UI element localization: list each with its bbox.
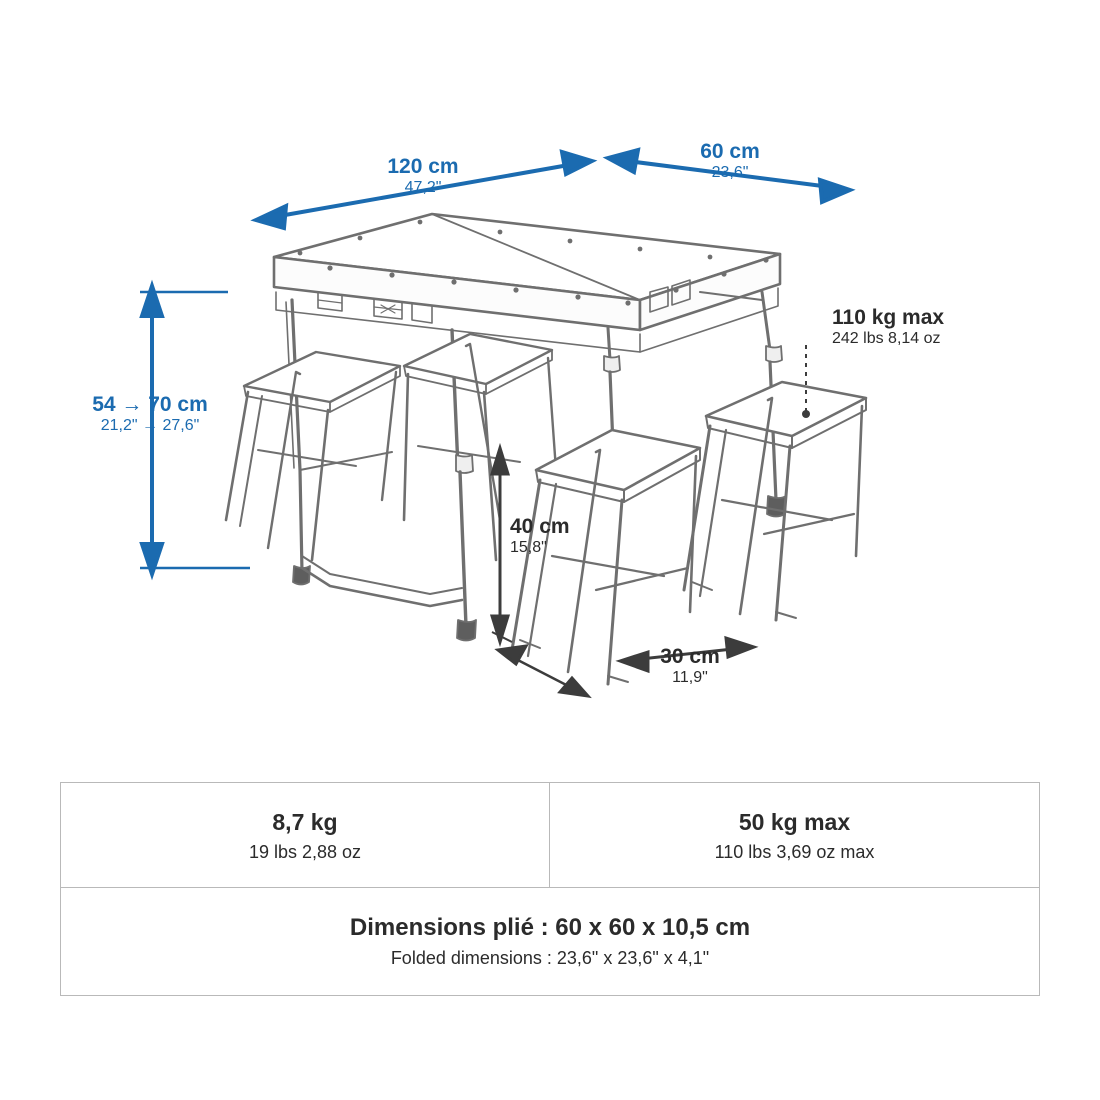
dimension-stool-max-load: [832, 306, 1062, 347]
dimension-stool-height-secondary: 15,8": [510, 538, 547, 556]
spec-folded-primary: Dimensions plié : 60 x 60 x 10,5 cm: [349, 914, 751, 941]
dimension-stool-height-primary: 40 cm: [510, 515, 570, 538]
dimension-table-height-primary: 54 → 70 cm: [92, 393, 208, 416]
spec-table: [60, 782, 1040, 996]
spec-max-load-secondary: 110 lbs 3,69 oz max: [714, 842, 875, 862]
dimension-table-length-secondary: 47,2": [404, 178, 442, 196]
spec-max-load-primary: 50 kg max: [738, 809, 851, 835]
dimension-table-width-primary: 60 cm: [700, 140, 760, 163]
dimension-stool-width-primary: 30 cm: [660, 645, 720, 668]
dimension-table-width: [660, 140, 800, 181]
dimension-table-height-secondary: 21,2" → 27,6": [100, 416, 200, 434]
dimension-table-height: [60, 393, 240, 434]
spec-row-top: [61, 783, 1039, 888]
dimension-table-length-primary: 120 cm: [387, 155, 459, 178]
dimension-stool-width: [630, 645, 750, 686]
spec-folded-secondary: Folded dimensions : 23,6" x 23,6" x 4,1": [390, 948, 710, 968]
spec-row-bottom: [61, 888, 1039, 995]
dimension-stool-max-load-secondary: 242 lbs 8,14 oz: [832, 329, 941, 347]
spec-cell-table-max-load: [550, 783, 1039, 887]
dimension-stool-width-secondary: 11,9": [672, 668, 708, 686]
dimension-table-length: [333, 155, 513, 196]
dimension-table-width-secondary: 23,6": [711, 163, 749, 181]
spec-weight-secondary: 19 lbs 2,88 oz: [248, 842, 362, 862]
spec-cell-folded-dimensions: [61, 888, 1039, 995]
spec-weight-primary: 8,7 kg: [272, 809, 338, 835]
table-outline: [226, 214, 866, 684]
dimension-stool-height: [510, 515, 620, 556]
spec-cell-weight: [61, 783, 550, 887]
dimension-stool-max-load-primary: 110 kg max: [832, 306, 945, 329]
